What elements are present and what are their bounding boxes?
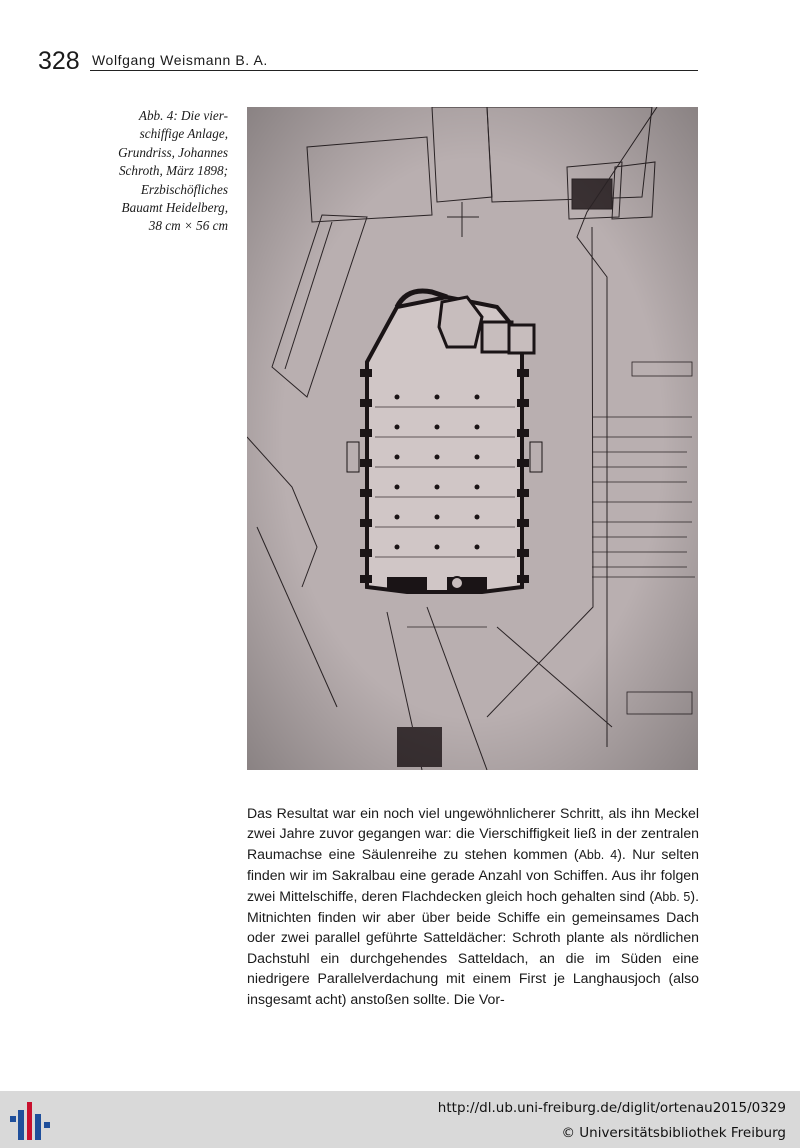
source-url-link[interactable]: http://dl.ub.uni-freiburg.de/diglit/ortenau2015/0329: [437, 1100, 786, 1116]
copyright-notice: © Universitätsbibliothek Freiburg: [561, 1125, 786, 1141]
running-title: Wolfgang Weismann B. A.: [92, 52, 268, 68]
ub-freiburg-logo-icon: [8, 1100, 52, 1142]
floor-plan-drawing: [247, 107, 698, 770]
caption-line: Grundriss, Johannes: [118, 144, 228, 160]
header-rule: [90, 70, 698, 71]
figure-caption: [96, 107, 228, 236]
caption-line: schiffige Anlage,: [139, 126, 228, 142]
caption-line: Abb. 4: Die vier-: [138, 108, 228, 123]
figure-reference[interactable]: Abb. 5: [654, 889, 691, 904]
body-text-segment: ). Nur selten finden wir im Sakralbau eine gerade Anzahl von Schiffen. Aus ihr folgen zwei Mittelschiffe, deren Flachdecken gleich hoch gehalten sind (: [247, 845, 699, 904]
page-number: 328: [38, 47, 80, 75]
figure-reference[interactable]: Abb. 4: [578, 847, 618, 862]
caption-line: Bauamt Heidelberg,: [121, 200, 228, 216]
footer-band: [0, 1091, 800, 1148]
floor-plan-figure: [247, 107, 698, 770]
body-text-segment: ). Mitnichten finden wir aber über beide Schiffe ein gemeinsames Dach oder zwei parallel geführte Satteldächer: Schroth plante als nördlichen Dachstuhl ein durchgehendes Satteldach, an die im Süden eine niedrigere Parallelverdachung mit einem First je Langhausjoch (also insgesamt acht) anstoßen sollte. Die Vor-: [247, 887, 699, 1007]
caption-line: Erzbischöfliches: [140, 181, 228, 197]
body-text-segment: Das Resultat war ein noch viel ungewöhnlicherer Schritt, als ihn Meckel zwei Jahre zuvor gegangen war: die Vierschiffigkeit ließ in der zentralen Raumachse eine Säulenreihe zu stehen kommen (: [247, 805, 699, 862]
caption-line: 38 cm × 56 cm: [148, 218, 228, 234]
body-paragraph: [247, 803, 699, 1009]
caption-line: Schroth, März 1898;: [118, 163, 228, 179]
